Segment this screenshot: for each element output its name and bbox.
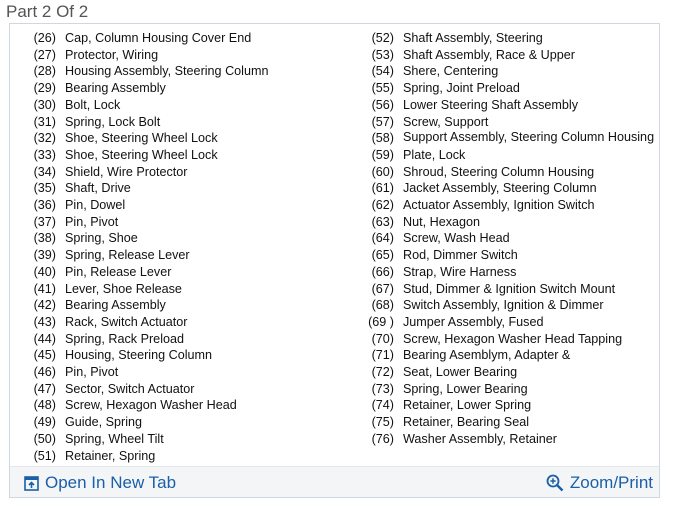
legend-item-text: Spring, Shoe — [65, 231, 138, 246]
legend-row — [358, 281, 658, 298]
legend-row — [358, 47, 658, 64]
legend-row — [20, 80, 350, 97]
legend-row — [20, 281, 350, 298]
legend-row — [20, 97, 350, 114]
legend-item-number: (28) — [33, 64, 56, 79]
legend-item-text: Stud, Dimmer & Ignition Switch Mount — [403, 281, 616, 296]
legend-item-number: (76) — [371, 431, 394, 446]
legend-item-text: Support Assembly, Steering Column Housing — [403, 130, 655, 145]
legend-row — [20, 114, 350, 131]
legend-item-number: (32) — [33, 131, 56, 146]
legend-row — [358, 247, 658, 264]
legend-row — [358, 314, 658, 331]
legend-item-text: Rod, Dimmer Switch — [403, 248, 518, 263]
legend-item-text: Shere, Centering — [403, 64, 499, 79]
legend-item-number: (69 ) — [368, 314, 394, 329]
legend-item-number: (29) — [33, 81, 56, 96]
legend-row — [20, 347, 350, 364]
legend-item-number: (39) — [33, 248, 56, 263]
legend-item-text: Shoe, Steering Wheel Lock — [65, 131, 218, 146]
legend-item-text: Shroud, Steering Column Housing — [403, 164, 595, 179]
legend-row — [20, 331, 350, 348]
legend-row — [20, 247, 350, 264]
legend-item-text: Strap, Wire Harness — [403, 264, 517, 279]
legend-row — [20, 130, 350, 147]
legend-row — [20, 297, 350, 314]
legend-item-text: Bearing Assembly — [65, 81, 166, 96]
legend-row — [358, 431, 658, 448]
legend-item-number: (33) — [33, 147, 56, 162]
legend-item-number: (66) — [371, 264, 394, 279]
legend-item-number: (51) — [33, 448, 56, 463]
legend-item-text: Guide, Spring — [65, 415, 143, 430]
legend-item-number: (61) — [371, 181, 394, 196]
legend-item-number: (30) — [33, 97, 56, 112]
legend-item-number: (74) — [371, 398, 394, 413]
legend-item-text: Pin, Pivot — [65, 214, 119, 229]
legend-item-number: (73) — [371, 381, 394, 396]
legend-item-number: (35) — [33, 181, 56, 196]
legend-item-number: (48) — [33, 398, 56, 413]
legend-item-text: Screw, Support — [403, 114, 489, 129]
legend-item-number: (71) — [371, 348, 394, 363]
legend-row — [20, 381, 350, 398]
legend-item-text: Housing Assembly, Steering Column — [65, 64, 269, 79]
legend-row — [358, 264, 658, 281]
legend-row — [358, 230, 658, 247]
legend-item-text: Washer Assembly, Retainer — [403, 431, 557, 446]
legend-item-text: Retainer, Bearing Seal — [403, 415, 530, 430]
legend-item-number: (37) — [33, 214, 56, 229]
legend-item-text: Switch Assembly, Ignition & Dimmer — [403, 298, 604, 313]
legend-item-number: (43) — [33, 314, 56, 329]
legend-item-text: Actuator Assembly, Ignition Switch — [403, 198, 595, 213]
legend-item-number: (44) — [33, 331, 56, 346]
legend-item-number: (56) — [371, 97, 394, 112]
legend-item-number: (75) — [371, 415, 394, 430]
legend-row — [358, 364, 658, 381]
legend-item-number: (62) — [371, 198, 394, 213]
legend-item-number: (42) — [33, 298, 56, 313]
legend-item-number: (41) — [33, 281, 56, 296]
legend-item-text: Spring, Joint Preload — [403, 81, 520, 96]
legend-item-number: (52) — [371, 31, 394, 45]
legend-item-text: Shield, Wire Protector — [65, 164, 188, 179]
legend-item-text: Screw, Hexagon Washer Head — [65, 398, 237, 413]
open-in-new-tab-icon — [24, 476, 39, 491]
legend-item-text: Lower Steering Shaft Assembly — [403, 97, 579, 112]
legend-item-number: (68) — [371, 298, 394, 313]
legend-item-text: Retainer, Spring — [65, 448, 156, 463]
legend-item-text: Spring, Lower Bearing — [403, 381, 528, 396]
legend-row — [358, 130, 658, 147]
legend-row — [20, 214, 350, 231]
legend-item-number: (34) — [33, 164, 56, 179]
legend-row — [358, 347, 658, 364]
legend-item-text: Plate, Lock — [403, 147, 466, 162]
legend-right-column — [358, 30, 658, 448]
legend-item-number: (65) — [371, 248, 394, 263]
legend-row — [358, 63, 658, 80]
open-in-new-tab-label: Open In New Tab — [45, 473, 177, 492]
legend-item-number: (36) — [33, 198, 56, 213]
zoom-print-link[interactable] — [546, 473, 653, 493]
legend-row — [20, 197, 350, 214]
legend-item-text: Screw, Wash Head — [403, 231, 510, 246]
legend-item-number: (50) — [33, 431, 56, 446]
legend-row — [358, 397, 658, 414]
legend-item-text: Cap, Column Housing Cover End — [65, 31, 252, 45]
legend-row — [358, 97, 658, 114]
legend-item-number: (63) — [371, 214, 394, 229]
legend-row — [358, 297, 658, 314]
legend-item-number: (59) — [371, 147, 394, 162]
legend-item-text: Pin, Release Lever — [65, 264, 172, 279]
legend-row — [358, 214, 658, 231]
legend-row — [358, 80, 658, 97]
legend-item-number: (60) — [371, 164, 394, 179]
legend-item-text: Nut, Hexagon — [403, 214, 481, 229]
open-in-new-tab-link[interactable] — [24, 473, 176, 493]
legend-item-text: Jacket Assembly, Steering Column — [403, 181, 597, 196]
legend-row — [20, 147, 350, 164]
legend-row — [20, 30, 350, 47]
legend-row — [20, 431, 350, 448]
legend-item-number: (27) — [33, 47, 56, 62]
legend-row — [20, 448, 350, 465]
legend-item-text: Pin, Pivot — [65, 365, 119, 380]
legend-item-number: (47) — [33, 381, 56, 396]
zoom-print-label: Zoom/Print — [569, 473, 653, 492]
legend-row — [20, 264, 350, 281]
legend-row — [358, 197, 658, 214]
legend-item-number: (49) — [33, 415, 56, 430]
legend-item-number: (45) — [33, 348, 56, 363]
legend-row — [20, 364, 350, 381]
legend-item-text: Sector, Switch Actuator — [65, 381, 195, 396]
legend-item-number: (57) — [371, 114, 394, 129]
legend-item-text: Pin, Dowel — [65, 198, 126, 213]
legend-item-text: Spring, Lock Bolt — [65, 114, 161, 129]
legend-item-text: Jumper Assembly, Fused — [403, 314, 544, 329]
legend-item-number: (26) — [33, 31, 56, 45]
legend-item-text: Shoe, Steering Wheel Lock — [65, 147, 218, 162]
legend-footer — [10, 466, 659, 497]
legend-row — [20, 180, 350, 197]
legend-item-text: Shaft Assembly, Steering — [403, 31, 543, 45]
legend-row — [20, 314, 350, 331]
legend-item-number: (53) — [371, 47, 394, 62]
legend-row — [358, 381, 658, 398]
legend-row — [358, 180, 658, 197]
legend-item-text: Lever, Shoe Release — [65, 281, 182, 296]
legend-item-number: (55) — [371, 81, 394, 96]
legend-row — [358, 30, 658, 47]
magnifier-plus-icon — [546, 474, 564, 492]
legend-item-text: Spring, Release Lever — [65, 248, 190, 263]
page-title: Part 2 Of 2 — [6, 2, 89, 21]
legend-item-number: (72) — [371, 365, 394, 380]
legend-row — [358, 114, 658, 131]
legend-item-text: Protector, Wiring — [65, 47, 159, 62]
legend-item-text: Spring, Rack Preload — [65, 331, 185, 346]
legend-item-text: Shaft, Drive — [65, 181, 131, 196]
legend-item-number: (38) — [33, 231, 56, 246]
legend-item-text: Retainer, Lower Spring — [403, 398, 532, 413]
parts-legend-frame — [9, 23, 660, 498]
legend-item-number: (31) — [33, 114, 56, 129]
legend-row — [358, 164, 658, 181]
legend-item-number: (58) — [371, 131, 394, 146]
legend-item-text: Housing, Steering Column — [65, 348, 213, 363]
legend-row — [20, 47, 350, 64]
legend-row — [20, 397, 350, 414]
legend-item-text: Spring, Wheel Tilt — [65, 431, 164, 446]
legend-item-text: Shaft Assembly, Race & Upper — [403, 47, 575, 62]
legend-row — [20, 164, 350, 181]
legend-item-text: Screw, Hexagon Washer Head Tapping — [403, 331, 623, 346]
legend-item-text: Bearing Asemblym, Adapter & — [403, 348, 571, 363]
legend-row — [20, 63, 350, 80]
legend-row — [358, 147, 658, 164]
legend-item-number: (64) — [371, 231, 394, 246]
legend-item-number: (67) — [371, 281, 394, 296]
legend-item-number: (40) — [33, 264, 56, 279]
legend-row — [20, 230, 350, 247]
legend-left-column — [20, 30, 350, 464]
legend-item-number: (54) — [371, 64, 394, 79]
legend-item-text: Bolt, Lock — [65, 97, 121, 112]
legend-item-text: Seat, Lower Bearing — [403, 365, 518, 380]
legend-row — [358, 414, 658, 431]
legend-item-text: Bearing Assembly — [65, 298, 166, 313]
legend-item-text: Rack, Switch Actuator — [65, 314, 188, 329]
legend-row — [358, 331, 658, 348]
legend-item-number: (46) — [33, 365, 56, 380]
legend-row — [20, 414, 350, 431]
legend-item-number: (70) — [371, 331, 394, 346]
